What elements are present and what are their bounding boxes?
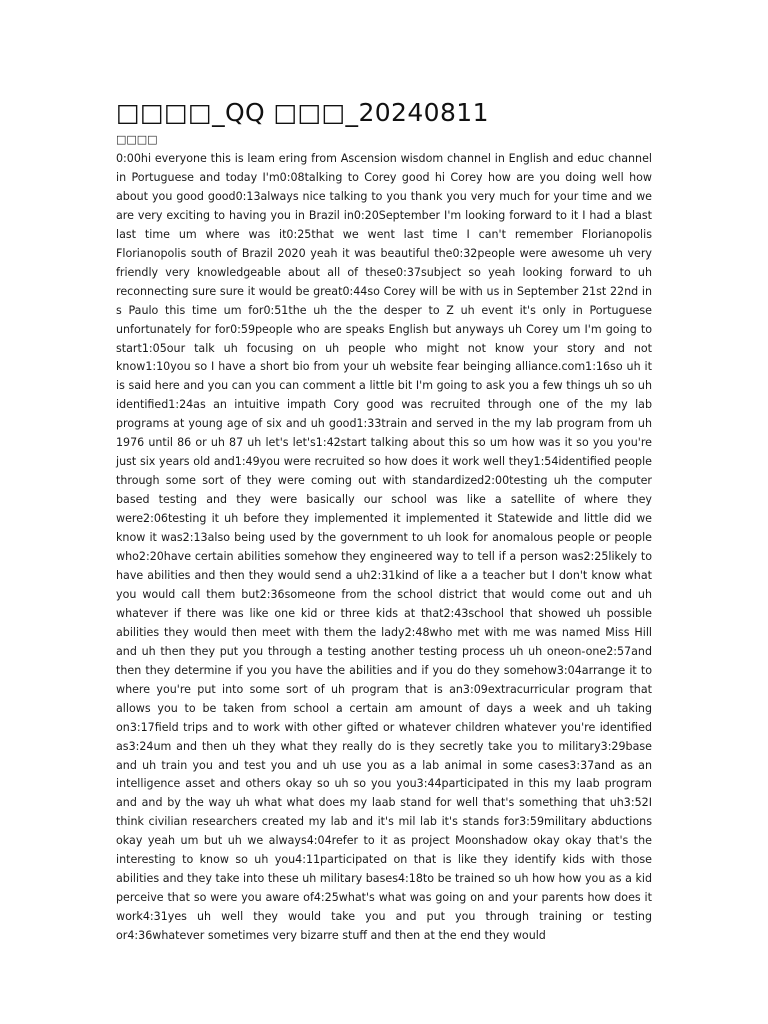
document-title: □□□□_QQ □□□_20240811 [116, 98, 489, 127]
document-page [116, 96, 652, 943]
document-subtitle: □□□□ [116, 133, 158, 146]
transcript-body: 0:00hi everyone this is leam ering from Ascension wisdom channel in English and educ channel in Portuguese and today I'm0:08talking to Corey good hi Corey how are you doing well how about you good good0:13always nice talking to you thank you very much for your time and we are very exciting to having you in Brazil in0:20September I'm looking forward to it I had a blast last time um where was it0:25that we went last time I can't remember Florianopolis Florianopolis south of Brazil 2020 yeah it was beautiful the0:32people were awesome uh very friendly very knowledgeable about all of these0:37subject so yeah looking forward to uh reconnecting sure sure it would be great0:44so Corey will be with us in September 21st 22nd in s Paulo this time um for0:51the uh the the desper to Z uh event it's only in Portuguese unfortunately for for0:59people who are speaks English but anyways uh Corey um I'm going to start1:05our talk uh focusing on uh people who might not know your story and not know1:10you so I have a short bio from your uh website fear beinging alliance.com1:16so uh it is said here and you can you can comment a little bit I'm going to ask you a few things uh so uh identified1:24as an intuitive impath Cory good was recruited through one of the my lab programs at young age of six and uh good1:33train and served in the my lab program from uh 1976 until 86 or uh 87 uh let's let's1:42start talking about this so um how was it so you you're just six years old and1:49you were recruited so how does it work well they1:54identified people through some sort of they were coming out with standardized2:00testing uh the computer based testing and they were basically our school was like a satellite of where they were2:06testing it uh before they implemented it implemented it Statewide and little did we know it was2:13also being used by the government to uh look for anomalous people or people who2:20have certain abilities somehow they engineered way to tell if a person was2:25likely to have abilities and then they would send a uh2:31kind of like a a teacher but I don't know what you would call them but2:36someone from the school district that would come out and uh whatever if there was like one kid or three kids at that2:43school that showed uh possible abilities they would then meet with them the lady2:48who met with me was named Miss Hill and uh then they put you through a testing another testing process uh uh oneon-one2:57and then they determine if you you have the abilities and if you do they somehow3:04arrange it to where you're put into some sort of uh program that is an3:09extracurricular program that allows you to be taken from school a certain am amount of days a week and uh taking on3:17field trips and to work with other gifted or whatever children whatever you're identified as3:24um and then uh they what they really do is they secretly take you to military3:29base and uh train you and test you and uh use you as a lab animal in some cases3:37and as an intelligence asset and others okay so uh so you you3:44participated in this my laab program and and by the way uh what what does my laab stand for well that's something that uh3:52I think civilian researchers created my lab and it's mil lab it's stands for3:59military abductions okay yeah um but uh we always4:04refer to it as project Moonshadow okay okay that's the interesting to know so uh you4:11participated on that is like they identify kids with those abilities and they take into these uh military bases4:18to be trained so uh how how you as a kid perceive that so were you aware of4:25what's what was going on and your parents how does it work4:31yes uh well they would take you and put you through training or testing or4:36whatever sometimes very bizarre stuff and then at the end they would [116, 152, 652, 943]
